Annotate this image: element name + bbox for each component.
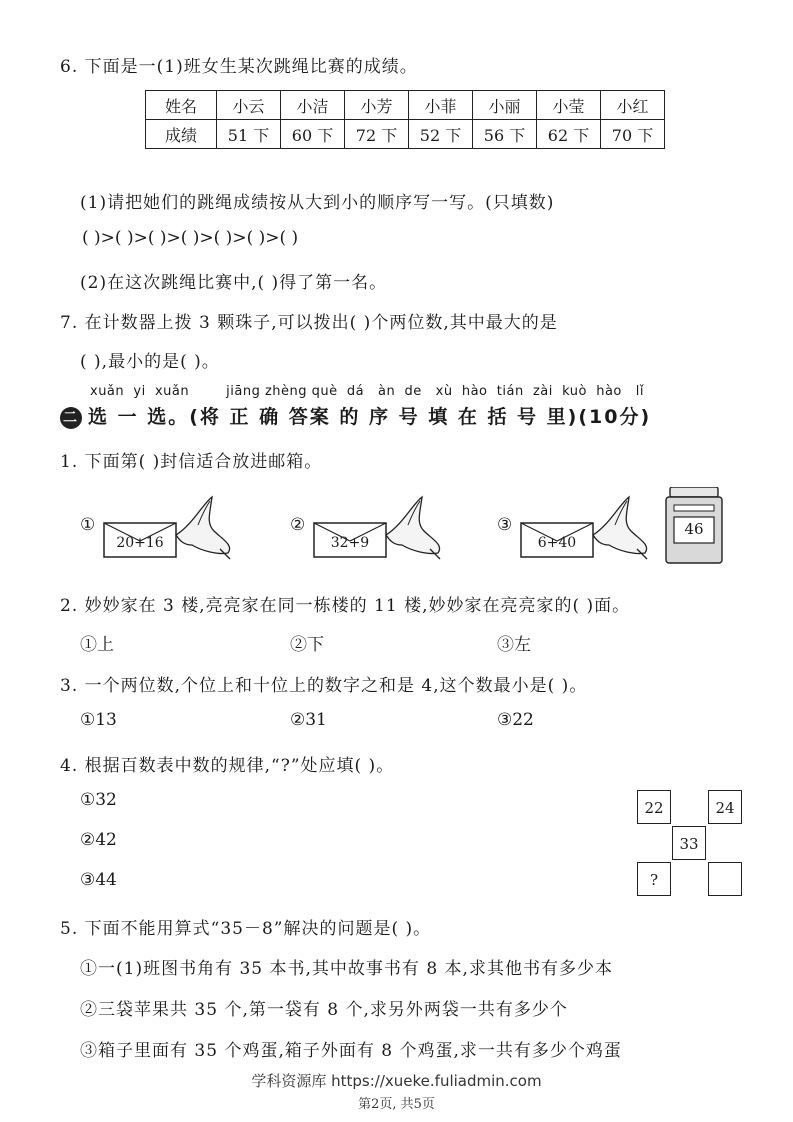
table-cell: 小丽 xyxy=(473,91,537,120)
section-pinyin: xuǎn yi xuǎn jiāng zhèng què dá àn de xù hào tián zài kuò hào lǐ xyxy=(90,384,644,399)
s4-question[interactable]: 4. 根据百数表中数的规律,“?”处应填( )。 xyxy=(60,756,395,776)
s4-option-3[interactable]: ③44 xyxy=(80,870,117,890)
table-cell: 小莹 xyxy=(537,91,601,120)
s3-option-1[interactable]: ①13 xyxy=(80,710,117,730)
table-cell: 56 下 xyxy=(473,120,537,149)
q6-title: 6. 下面是一(1)班女生某次跳绳比赛的成绩。 xyxy=(60,57,418,77)
s2-option-2[interactable]: ②下 xyxy=(290,635,324,655)
table-header-name: 姓名 xyxy=(146,91,217,120)
table-cell: 62 下 xyxy=(537,120,601,149)
q7-line2[interactable]: ( ),最小的是( )。 xyxy=(80,352,220,372)
s3-option-2[interactable]: ②31 xyxy=(290,710,327,730)
source-watermark: 学科资源库 https://xueke.fuliadmin.com xyxy=(251,1072,542,1090)
mailbox xyxy=(664,487,724,569)
table-cell: 52 下 xyxy=(409,120,473,149)
table-cell: 小菲 xyxy=(409,91,473,120)
table-cell: 60 下 xyxy=(281,120,345,149)
table-row xyxy=(146,91,665,120)
s5-option-2[interactable]: ②三袋苹果共 35 个,第一袋有 8 个,求另外两袋一共有多少个 xyxy=(80,1000,568,1020)
page-number: 第2页, 共5页 xyxy=(358,1097,435,1112)
s2-question[interactable]: 2. 妙妙家在 3 楼,亮亮家在同一栋楼的 11 楼,妙妙家在亮亮家的( )面。 xyxy=(60,596,631,616)
s1-question[interactable]: 1. 下面第( )封信适合放进邮箱。 xyxy=(60,452,323,472)
s3-question[interactable]: 3. 一个两位数,个位上和十位上的数字之和是 4,这个数最小是( )。 xyxy=(60,676,588,696)
q7-line1[interactable]: 7. 在计数器上拨 3 颗珠子,可以拨出( )个两位数,其中最大的是 xyxy=(60,313,558,333)
table-cell: 51 下 xyxy=(217,120,281,149)
hundred-grid-cell: 24 xyxy=(708,790,742,824)
q6-sub1-blanks[interactable]: ( )>( )>( )>( )>( )>( )>( ) xyxy=(82,228,299,248)
hundred-grid-cell-empty xyxy=(708,862,742,896)
hundred-grid-cell: 22 xyxy=(637,790,671,824)
s5-question[interactable]: 5. 下面不能用算式“35－8”解决的问题是( )。 xyxy=(60,919,432,939)
section-number-badge: 二 xyxy=(60,407,82,429)
envelope-expression: 32+9 xyxy=(330,535,370,551)
table-header-score: 成绩 xyxy=(146,120,217,149)
hundred-grid-cell: 33 xyxy=(672,826,706,860)
option-mark: ① xyxy=(80,515,96,535)
section-title xyxy=(60,402,651,429)
s5-option-3[interactable]: ③箱子里面有 35 个鸡蛋,箱子外面有 8 个鸡蛋,求一共有多少个鸡蛋 xyxy=(80,1041,622,1061)
q6-sub2[interactable]: (2)在这次跳绳比赛中,( )得了第一名。 xyxy=(80,273,388,293)
table-row xyxy=(146,120,665,149)
q6-sub1: (1)请把她们的跳绳成绩按从大到小的顺序写一写。(只填数) xyxy=(80,193,555,213)
table-cell: 小芳 xyxy=(345,91,409,120)
section-title-text: 选 一 选。(将 正 确 答案 的 序 号 填 在 括 号 里)(10分) xyxy=(88,406,652,428)
s2-option-3[interactable]: ③左 xyxy=(497,635,531,655)
table-cell: 小云 xyxy=(217,91,281,120)
dove-envelope-icon xyxy=(519,495,669,565)
dove-envelope-icon xyxy=(102,495,252,565)
s3-option-3[interactable]: ③22 xyxy=(497,710,534,730)
table-cell: 72 下 xyxy=(345,120,409,149)
score-table xyxy=(145,90,665,149)
option-mark: ② xyxy=(290,515,306,535)
table-cell: 小红 xyxy=(601,91,665,120)
dove-envelope-icon xyxy=(312,495,462,565)
hundred-grid-cell-unknown: ? xyxy=(637,862,671,896)
s4-option-1[interactable]: ①32 xyxy=(80,790,117,810)
s4-option-2[interactable]: ②42 xyxy=(80,830,117,850)
mailbox-number: 46 xyxy=(684,520,704,538)
table-cell: 70 下 xyxy=(601,120,665,149)
table-cell: 小洁 xyxy=(281,91,345,120)
option-mark: ③ xyxy=(497,515,513,535)
envelope-expression: 6+40 xyxy=(537,535,577,551)
s2-option-1[interactable]: ①上 xyxy=(80,635,114,655)
envelope-expression: 20+16 xyxy=(116,535,164,551)
s5-option-1[interactable]: ①一(1)班图书角有 35 本书,其中故事书有 8 本,求其他书有多少本 xyxy=(80,959,613,979)
